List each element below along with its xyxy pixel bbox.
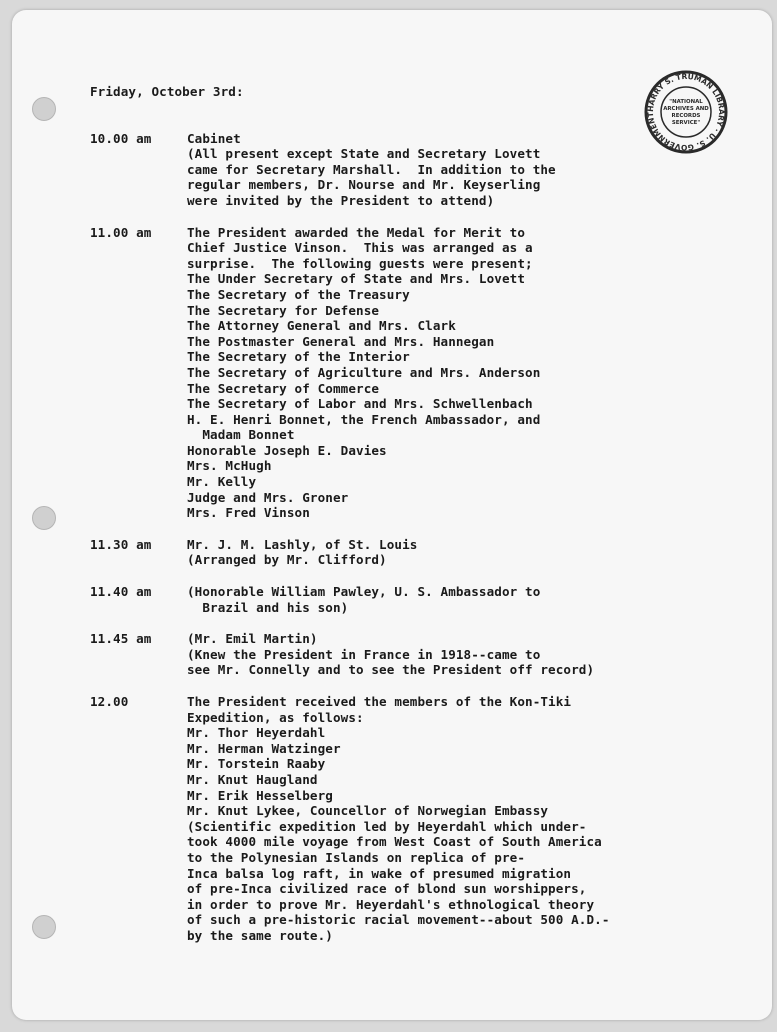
appointment-time: 11.30 am bbox=[90, 536, 152, 552]
detail-line: (Mr. Emil Martin) bbox=[187, 631, 318, 647]
appointment-details bbox=[187, 131, 770, 209]
detail-line: were invited by the President to attend) bbox=[187, 192, 495, 208]
detail-line: Cabinet bbox=[187, 130, 241, 146]
appointment-details bbox=[187, 537, 770, 568]
detail-line: Inca balsa log raft, in wake of presumed migration bbox=[187, 865, 572, 881]
detail-line: The President awarded the Medal for Merit to bbox=[187, 224, 526, 240]
page-heading: Friday, October 3rd: bbox=[90, 84, 244, 99]
detail-line: Mr. Knut Haugland bbox=[187, 771, 318, 787]
appointment-time: 11.40 am bbox=[90, 584, 152, 600]
appointment-entry bbox=[90, 537, 770, 568]
detail-line: The Secretary of Agriculture and Mrs. Anderson bbox=[187, 364, 541, 380]
detail-line: (All present except State and Secretary Lovett bbox=[187, 146, 541, 162]
appointment-entry bbox=[90, 225, 770, 521]
detail-line: H. E. Henri Bonnet, the French Ambassador, and bbox=[187, 411, 541, 427]
detail-line: The Secretary of Labor and Mrs. Schwellenbach bbox=[187, 396, 533, 412]
punch-hole-middle bbox=[32, 506, 56, 530]
document-page bbox=[12, 10, 772, 1020]
detail-line: Mr. Thor Heyerdahl bbox=[187, 725, 326, 741]
detail-line: took 4000 mile voyage from West Coast of South America bbox=[187, 834, 602, 850]
detail-line: The Secretary of the Interior bbox=[187, 349, 410, 365]
detail-line: of such a pre-historic racial movement--about 500 A.D.- bbox=[187, 912, 610, 928]
detail-line: came for Secretary Marshall. In addition to the bbox=[187, 161, 556, 177]
detail-line: Mr. Erik Hesselberg bbox=[187, 787, 333, 803]
stamp-outer-text: HARRY S. TRUMAN LIBRARY · U. S. GOVERNMENT bbox=[645, 71, 727, 153]
detail-line: The Postmaster General and Mrs. Hannegan bbox=[187, 333, 495, 349]
stamp-inner-line: RECORDS bbox=[671, 113, 701, 119]
appointment-entry bbox=[90, 694, 770, 944]
appointment-details bbox=[187, 225, 770, 521]
detail-line: Chief Justice Vinson. This was arranged as a bbox=[187, 240, 533, 256]
detail-line: Madam Bonnet bbox=[187, 427, 295, 443]
detail-line: of pre-Inca civilized race of blond sun worshippers, bbox=[187, 881, 587, 897]
detail-line: The Under Secretary of State and Mrs. Lovett bbox=[187, 271, 526, 287]
detail-line: The Secretary for Defense bbox=[187, 302, 380, 318]
appointment-time: 12.00 bbox=[90, 694, 129, 709]
appointment-time: 10.00 am bbox=[90, 130, 152, 146]
detail-line: The Secretary of Commerce bbox=[187, 380, 380, 396]
punch-hole-bottom bbox=[32, 915, 56, 939]
punch-hole-top bbox=[32, 97, 56, 121]
detail-line: Mrs. Fred Vinson bbox=[187, 505, 310, 521]
detail-line: Honorable Joseph E. Davies bbox=[187, 442, 387, 458]
detail-line: Mr. Torstein Raaby bbox=[187, 756, 326, 772]
appointment-details bbox=[187, 694, 770, 944]
detail-line: see Mr. Connelly and to see the President off record) bbox=[187, 662, 595, 678]
detail-line: to the Polynesian Islands on replica of pre- bbox=[187, 849, 526, 865]
appointment-time: 11.00 am bbox=[90, 224, 152, 240]
typed-schedule bbox=[90, 84, 770, 960]
detail-line: (Knew the President in France in 1918--came to bbox=[187, 646, 541, 662]
detail-line: (Scientific expedition led by Heyerdahl which under- bbox=[187, 818, 587, 834]
detail-line: Mr. Knut Lykee, Councellor of Norwegian Embassy bbox=[187, 803, 549, 819]
detail-line: in order to prove Mr. Heyerdahl's ethnological theory bbox=[187, 896, 595, 912]
stamp-inner-line: ARCHIVES AND bbox=[663, 106, 709, 112]
detail-line: regular members, Dr. Nourse and Mr. Keyserling bbox=[187, 177, 541, 193]
appointment-list bbox=[90, 131, 770, 944]
detail-line: The President received the members of the Kon-Tiki bbox=[187, 694, 572, 709]
appointment-time: 11.45 am bbox=[90, 631, 152, 647]
detail-line: (Honorable William Pawley, U. S. Ambassador to bbox=[187, 584, 541, 600]
appointment-entry bbox=[90, 631, 770, 678]
detail-line: Mr. J. M. Lashly, of St. Louis bbox=[187, 536, 418, 552]
stamp-inner-line: "NATIONAL bbox=[669, 99, 703, 105]
detail-line: The Attorney General and Mrs. Clark bbox=[187, 318, 456, 334]
appointment-details bbox=[187, 584, 770, 615]
appointment-details bbox=[187, 631, 770, 678]
detail-line: Expedition, as follows: bbox=[187, 709, 364, 725]
appointment-entry bbox=[90, 584, 770, 615]
stamp-inner-line: SERVICE" bbox=[671, 120, 701, 126]
appointment-entry bbox=[90, 131, 770, 209]
detail-line: Brazil and his son) bbox=[187, 599, 349, 615]
detail-line: The Secretary of the Treasury bbox=[187, 286, 410, 302]
detail-line: Mrs. McHugh bbox=[187, 458, 272, 474]
detail-line: (Arranged by Mr. Clifford) bbox=[187, 552, 387, 568]
detail-line: Mr. Herman Watzinger bbox=[187, 740, 341, 756]
detail-line: surprise. The following guests were present; bbox=[187, 255, 533, 271]
detail-line: Judge and Mrs. Groner bbox=[187, 489, 349, 505]
detail-line: Mr. Kelly bbox=[187, 474, 257, 490]
detail-line: by the same route.) bbox=[187, 927, 333, 943]
